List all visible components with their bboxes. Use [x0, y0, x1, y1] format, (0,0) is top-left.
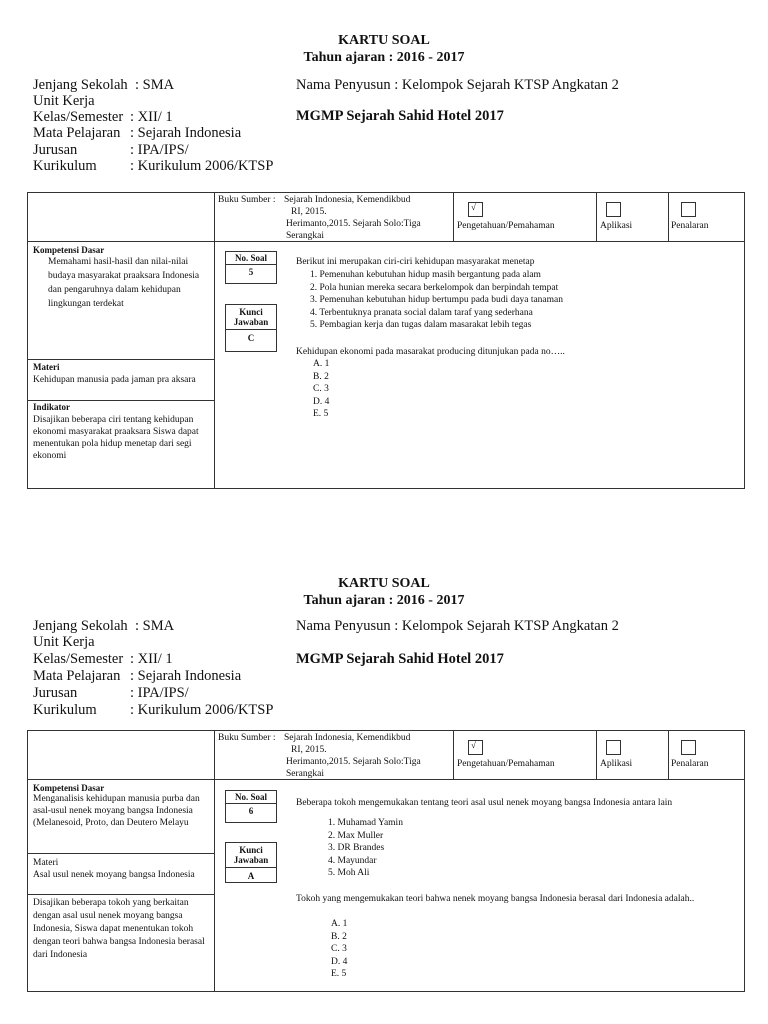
checkbox-penalaran[interactable] [681, 202, 696, 217]
statement-list [310, 269, 563, 332]
info-label-jenjang: Jenjang Sekolah [33, 618, 128, 634]
info-label-mapel: Mata Pelajaran [33, 125, 121, 141]
statement-list [328, 817, 403, 880]
no-soal-label: No. Soal [226, 791, 276, 804]
penyusun: Nama Penyusun : Kelompok Sejarah KTSP Angkatan 2 [296, 618, 619, 634]
info-label-kelas: Kelas/Semester [33, 651, 124, 667]
checkbox-pengetahuan[interactable] [468, 202, 483, 217]
check-mark-icon: √ [471, 740, 476, 750]
level-label-pengetahuan: Pengetahuan/Pemahaman [457, 221, 555, 231]
no-soal-box [225, 790, 277, 823]
buku-sumber-line: Serangkai [286, 769, 324, 779]
level-label-aplikasi: Aplikasi [600, 221, 633, 231]
materi-text: Kehidupan manusia pada jaman pra aksara [33, 375, 196, 385]
checkbox-aplikasi[interactable] [606, 202, 621, 217]
info-value-jenjang: : SMA [135, 618, 175, 634]
answer-option[interactable]: D. 4 [313, 396, 330, 407]
answer-options [331, 918, 347, 981]
list-item: 2. Pola hunian mereka secara berkelompok dan berpindah tempat [310, 282, 559, 293]
buku-sumber-line: RI, 2015. [291, 207, 327, 217]
buku-sumber-line: Herimanto,2015. Sejarah Solo:Tiga [286, 757, 421, 767]
info-value-jurusan: : IPA/IPS/ [130, 142, 189, 158]
level-label-penalaran: Penalaran [671, 759, 709, 769]
mgmp-title: MGMP Sejarah Sahid Hotel 2017 [296, 651, 504, 667]
info-value-jurusan: : IPA/IPS/ [130, 685, 189, 701]
check-mark-icon: √ [471, 202, 476, 212]
info-label-kurikulum: Kurikulum [33, 702, 97, 718]
checkbox-pengetahuan[interactable] [468, 740, 483, 755]
academic-year: Tahun ajaran : 2016 - 2017 [303, 593, 465, 608]
answer-option[interactable]: D. 4 [331, 956, 348, 967]
answer-option[interactable]: A. 1 [331, 919, 348, 929]
answer-option[interactable]: C. 3 [331, 944, 347, 954]
list-item: 3. DR Brandes [328, 843, 385, 853]
answer-option[interactable]: C. 3 [313, 384, 329, 394]
kartu-soal-card-1 [0, 0, 768, 470]
kunci-jawaban-box [225, 304, 277, 352]
question-table [27, 192, 745, 489]
info-value-kelas: : XII/ 1 [130, 651, 173, 667]
no-soal-value: 6 [248, 806, 254, 816]
buku-sumber-line: RI, 2015. [291, 745, 327, 755]
info-value-jenjang: : SMA [135, 77, 175, 93]
info-label-unit: Unit Kerja [33, 634, 95, 650]
kompetensi-label: Kompetensi Dasar [33, 783, 105, 793]
no-soal-box [225, 251, 277, 284]
mgmp-title: MGMP Sejarah Sahid Hotel 2017 [296, 108, 504, 124]
info-label-kurikulum: Kurikulum [33, 158, 97, 174]
materi-text: Asal usul nenek moyang bangsa Indonesia [33, 870, 195, 880]
no-soal-label: No. Soal [226, 252, 276, 265]
info-label-jurusan: Jurusan [33, 685, 78, 701]
info-value-kelas: : XII/ 1 [130, 109, 173, 125]
card-title: KARTU SOAL [338, 576, 430, 591]
buku-sumber-line: Sejarah Indonesia, Kemendikbud [284, 195, 411, 205]
level-label-aplikasi: Aplikasi [600, 759, 633, 769]
kompetensi-label: Kompetensi Dasar [33, 245, 105, 255]
question-intro: Berikut ini merupakan ciri-ciri kehidupan masyarakat menetap [296, 257, 535, 267]
info-label-kelas: Kelas/Semester [33, 109, 124, 125]
answer-option[interactable]: E. 5 [331, 969, 347, 979]
kunci-value: C [247, 333, 255, 343]
info-label-jurusan: Jurusan [33, 142, 78, 158]
list-item: 5. Moh Ali [328, 868, 370, 878]
kunci-label: Kunci Jawaban [226, 843, 276, 868]
answer-options [313, 358, 329, 421]
no-soal-value: 5 [248, 267, 254, 277]
academic-year: Tahun ajaran : 2016 - 2017 [303, 50, 465, 65]
checkbox-aplikasi[interactable] [606, 740, 621, 755]
question-text: Tokoh yang mengemukakan teori bahwa nenek moyang bangsa Indonesia berasal dari Indonesia adalah.. [296, 894, 695, 904]
info-value-kurikulum: : Kurikulum 2006/KTSP [130, 158, 274, 174]
indikator-text: Disajikan beberapa tokoh yang berkaitan dengan asal usul nenek moyang bangsa Indonesia, Siswa dapat menentukan tokoh dengan teori bahwa bangsa Indonesia berasal dari Indonesia [33, 898, 205, 960]
question-table [27, 730, 745, 992]
list-item: 4. Mayundar [328, 855, 377, 866]
list-item: 2. Max Muller [328, 830, 384, 841]
buku-sumber-label: Buku Sumber : [218, 195, 276, 205]
info-value-mapel: : Sejarah Indonesia [130, 125, 242, 141]
list-item: 5. Pembagian kerja dan tugas dalam masarakat lebih tegas [310, 320, 532, 330]
indikator-text: Disajikan beberapa ciri tentang kehidupan ekonomi masyarakat praaksara Siswa dapat menentukan pola hidup menetap dari segi ekonomi [33, 415, 199, 461]
buku-sumber-line: Sejarah Indonesia, Kemendikbud [284, 733, 411, 743]
question-text: Kehidupan ekonomi pada masarakat producing ditunjukan pada no….. [296, 347, 565, 357]
answer-option[interactable]: A. 1 [313, 359, 330, 369]
kunci-jawaban-box [225, 842, 277, 883]
indikator-label: Indikator [33, 402, 71, 412]
card-title: KARTU SOAL [338, 33, 430, 48]
buku-sumber-label: Buku Sumber : [218, 733, 276, 743]
checkbox-penalaran[interactable] [681, 740, 696, 755]
info-label-jenjang: Jenjang Sekolah [33, 77, 128, 93]
buku-sumber-line: Serangkai [286, 231, 324, 241]
kartu-soal-card-2 [0, 543, 768, 1013]
info-value-kurikulum: : Kurikulum 2006/KTSP [130, 702, 274, 718]
kunci-label: Kunci Jawaban [226, 305, 276, 330]
answer-option[interactable]: B. 2 [313, 371, 329, 382]
kunci-value: A [247, 871, 255, 881]
materi-label: Materi [33, 858, 59, 868]
list-item: 3. Pemenuhan kebutuhan hidup bertumpu pada budi daya tanaman [310, 295, 564, 305]
question-intro: Beberapa tokoh mengemukakan tentang teori asal usul nenek moyang bangsa Indonesia antara lain [296, 798, 673, 808]
list-item: 1. Pemenuhan kebutuhan hidup masih bergantung pada alam [310, 270, 541, 280]
level-label-penalaran: Penalaran [671, 221, 709, 231]
list-item: 1. Muhamad Yamin [328, 818, 403, 828]
penyusun: Nama Penyusun : Kelompok Sejarah KTSP Angkatan 2 [296, 77, 619, 93]
answer-option[interactable]: B. 2 [331, 931, 347, 942]
level-label-pengetahuan: Pengetahuan/Pemahaman [457, 759, 555, 769]
materi-label: Materi [33, 362, 60, 372]
kompetensi-text: Menganalisis kehidupan manusia purba dan asal-usul nenek moyang bangsa Indonesia (Melanesoid, Proto, dan Deutero Melayu [33, 794, 200, 828]
answer-option[interactable]: E. 5 [313, 409, 329, 419]
list-item: 4. Terbentuknya pranata social dalam taraf yang sederhana [310, 307, 533, 318]
info-value-mapel: : Sejarah Indonesia [130, 668, 242, 684]
info-label-mapel: Mata Pelajaran [33, 668, 121, 684]
info-label-unit: Unit Kerja [33, 93, 95, 109]
kompetensi-text: Memahami hasil-hasil dan nilai-nilai budaya masyarakat praaksara Indonesia dan pengaruhnya dalam kehidupan lingkungan terdekat [48, 257, 200, 309]
buku-sumber-line: Herimanto,2015. Sejarah Solo:Tiga [286, 219, 421, 229]
